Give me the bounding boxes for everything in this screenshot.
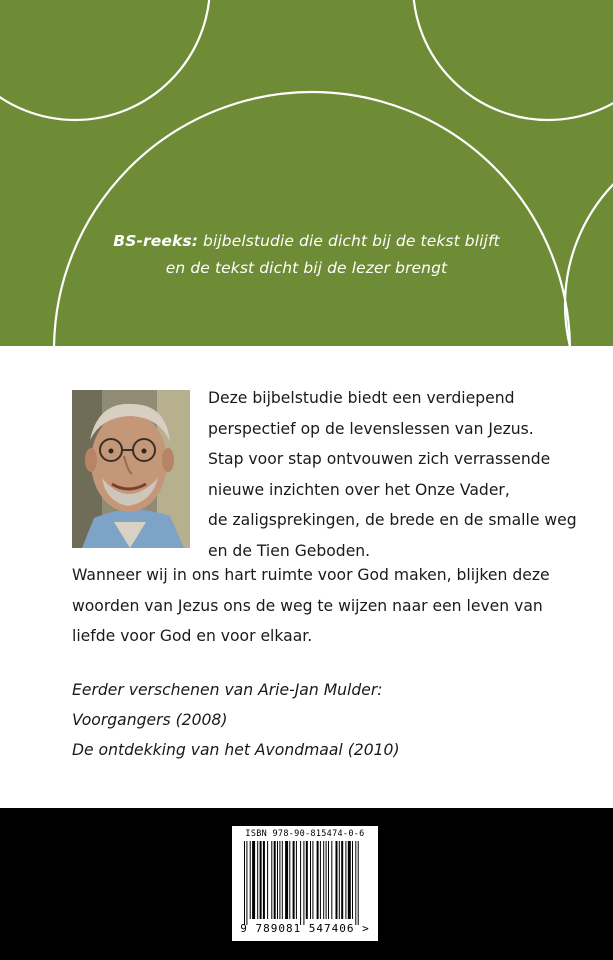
barcode-bar xyxy=(300,841,301,925)
earlier-works xyxy=(72,675,592,765)
barcode-bar xyxy=(246,841,247,925)
earlier-work-title: Voorgangers (2008) xyxy=(72,711,228,729)
barcode-bar xyxy=(331,841,332,919)
barcode-bar xyxy=(303,841,304,925)
barcode-quiet-mark: > xyxy=(362,922,370,935)
barcode-bar xyxy=(279,841,280,919)
barcode-bar xyxy=(355,841,356,925)
second-paragraph xyxy=(72,560,592,652)
barcode-bar xyxy=(296,841,297,919)
barcode-bar xyxy=(336,841,338,919)
earlier-work-title: De ontdekking van het Avondmaal (2010) xyxy=(72,741,400,759)
barcode-bar xyxy=(277,841,278,919)
barcode-bar xyxy=(285,841,288,919)
barcode-bar xyxy=(339,841,340,919)
circle-top-right xyxy=(413,0,613,120)
barcode-bar xyxy=(289,841,290,919)
series-tagline xyxy=(0,228,613,282)
tagline-line-2: en de tekst dicht bij de lezer brengt xyxy=(165,259,448,277)
barcode-bar xyxy=(252,841,255,919)
barcode-bar xyxy=(260,841,262,919)
intro-line: Stap voor stap ontvouwen zich verrassende xyxy=(208,450,551,468)
barcode-bar xyxy=(312,841,313,919)
circle-center xyxy=(54,92,570,346)
circle-pattern xyxy=(0,0,613,346)
barcode-bar xyxy=(358,841,359,925)
barcode-bar xyxy=(306,841,308,919)
barcode-main-digits: 789081 547406 xyxy=(255,922,355,935)
barcode-bar xyxy=(244,841,245,925)
barcode-bar xyxy=(341,841,343,919)
earlier-works-heading: Eerder verschenen van Arie-Jan Mulder: xyxy=(72,681,383,699)
paragraph-line: liefde voor God en voor elkaar. xyxy=(72,627,313,645)
intro-paragraph xyxy=(208,383,588,566)
intro-line: Deze bijbelstudie biedt een verdiepend xyxy=(208,389,515,407)
barcode-bar xyxy=(250,841,251,919)
barcode-bar xyxy=(271,841,272,919)
barcode-lead-digit: 9 xyxy=(240,922,248,935)
barcode-bar xyxy=(323,841,324,919)
series-name: BS-reeks: xyxy=(113,232,198,250)
intro-line: perspectief op de levenslessen van Jezus. xyxy=(208,419,534,438)
barcode-bar xyxy=(267,841,268,919)
isbn-label: ISBN 978-90-815474-0-6 xyxy=(245,829,365,839)
barcode-bar xyxy=(348,841,351,919)
barcode-bar xyxy=(257,841,258,919)
isbn-barcode xyxy=(232,826,378,941)
intro-line: en de Tien Geboden. xyxy=(208,541,371,560)
barcode-bar xyxy=(352,841,353,919)
barcode-digits xyxy=(232,922,378,935)
barcode-bar xyxy=(310,841,311,919)
circle-top-left xyxy=(0,0,210,120)
barcode-bar xyxy=(293,841,295,919)
green-header-panel xyxy=(0,0,613,346)
barcode-bar xyxy=(326,841,327,919)
barcode-bar xyxy=(317,841,319,919)
intro-line: nieuwe inzichten over het Onze Vader, xyxy=(208,480,510,499)
barcode-bar xyxy=(328,841,329,919)
tagline-line-1: bijbelstudie die dicht bij de tekst blijft xyxy=(198,232,500,250)
paragraph-line: woorden van Jezus ons de weg te wijzen naar een leven van xyxy=(72,596,543,615)
barcode-bar xyxy=(345,841,346,919)
paragraph-line: Wanneer wij in ons hart ruimte voor God maken, blijken deze xyxy=(72,566,550,584)
intro-line: de zaligsprekingen, de brede en de smalle weg xyxy=(208,511,577,529)
barcode-bar xyxy=(320,841,321,919)
author-portrait xyxy=(72,390,190,548)
barcode-bar xyxy=(263,841,265,919)
barcode-bars xyxy=(242,841,368,925)
barcode-bar xyxy=(274,841,276,919)
barcode-bar xyxy=(282,841,283,919)
